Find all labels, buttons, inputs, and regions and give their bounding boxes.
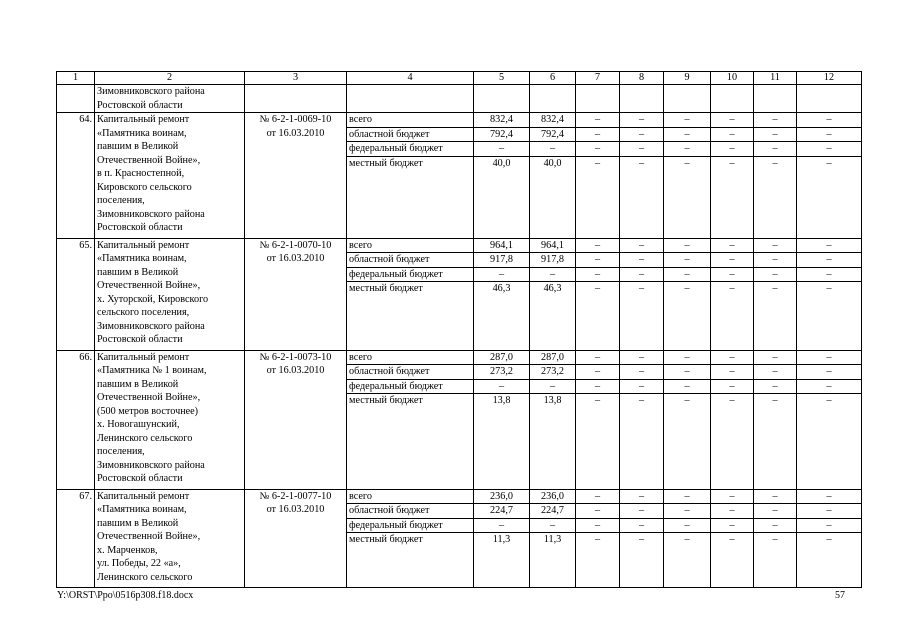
- budget-name: местный бюджет: [347, 156, 474, 238]
- value-cell: [620, 85, 664, 113]
- empty-value: –: [576, 127, 620, 142]
- budget-name: областной бюджет: [347, 253, 474, 268]
- empty-value: –: [620, 489, 664, 504]
- doc-cell: [245, 85, 347, 113]
- row-number-cell: [57, 85, 95, 113]
- description-line: Капитальный ремонт: [97, 351, 190, 363]
- description-line: Зимовниковского района: [97, 208, 205, 220]
- budget-name: областной бюджет: [347, 504, 474, 519]
- col-header: 7: [576, 72, 620, 85]
- empty-value: –: [754, 238, 797, 253]
- empty-value: –: [711, 113, 754, 128]
- empty-value: –: [664, 489, 711, 504]
- amount-value: 224,7: [474, 504, 530, 519]
- amount-value: –: [530, 267, 576, 282]
- document-line: от 16.03.2010: [266, 504, 325, 515]
- empty-value: –: [620, 156, 664, 238]
- amount-value: 832,4: [474, 113, 530, 128]
- amount-value: 46,3: [474, 282, 530, 351]
- budget-cell: [347, 85, 474, 113]
- budget-name: всего: [347, 113, 474, 128]
- empty-value: –: [620, 504, 664, 519]
- amount-value: 224,7: [530, 504, 576, 519]
- description-line: павшим в Великой: [97, 378, 179, 390]
- description-line: Капитальный ремонт: [97, 114, 190, 125]
- description-line: Ростовской области: [97, 222, 183, 233]
- empty-value: –: [664, 127, 711, 142]
- amount-value: 287,0: [530, 350, 576, 365]
- document-reference: [245, 350, 347, 489]
- document-reference: [245, 113, 347, 239]
- empty-value: –: [576, 350, 620, 365]
- empty-value: –: [620, 267, 664, 282]
- empty-value: –: [754, 267, 797, 282]
- row-number: 66.: [57, 350, 95, 489]
- amount-value: 40,0: [474, 156, 530, 238]
- empty-value: –: [754, 156, 797, 238]
- empty-value: –: [620, 142, 664, 157]
- amount-value: 273,2: [530, 365, 576, 380]
- empty-value: –: [711, 379, 754, 394]
- empty-value: –: [797, 253, 862, 268]
- empty-value: –: [797, 394, 862, 490]
- empty-value: –: [797, 350, 862, 365]
- amount-value: –: [474, 518, 530, 533]
- empty-value: –: [664, 253, 711, 268]
- budget-name: федеральный бюджет: [347, 142, 474, 157]
- empty-value: –: [664, 379, 711, 394]
- empty-value: –: [797, 379, 862, 394]
- empty-value: –: [754, 518, 797, 533]
- empty-value: –: [576, 142, 620, 157]
- empty-value: –: [711, 142, 754, 157]
- budget-name: всего: [347, 350, 474, 365]
- description-line: «Памятника воинам,: [97, 253, 187, 264]
- empty-value: –: [754, 253, 797, 268]
- empty-value: –: [620, 282, 664, 351]
- empty-value: –: [576, 253, 620, 268]
- value-cell: [711, 85, 754, 113]
- col-header: 1: [57, 72, 95, 85]
- empty-value: –: [711, 394, 754, 490]
- value-cell: [797, 85, 862, 113]
- col-header: 3: [245, 72, 347, 85]
- amount-value: 13,8: [530, 394, 576, 490]
- empty-value: –: [711, 518, 754, 533]
- budget-name: федеральный бюджет: [347, 379, 474, 394]
- document-line: от 16.03.2010: [266, 365, 325, 376]
- budget-name: местный бюджет: [347, 394, 474, 490]
- empty-value: –: [664, 238, 711, 253]
- value-cell: [664, 85, 711, 113]
- description-line: павшим в Великой: [97, 266, 179, 278]
- budget-name: областной бюджет: [347, 365, 474, 380]
- amount-value: 236,0: [474, 489, 530, 504]
- col-header: 9: [664, 72, 711, 85]
- col-header: 4: [347, 72, 474, 85]
- empty-value: –: [664, 518, 711, 533]
- empty-value: –: [576, 267, 620, 282]
- empty-value: –: [664, 504, 711, 519]
- description-line: в п. Красностепной,: [97, 168, 185, 179]
- description-line: Отечественной Войне»,: [97, 392, 201, 403]
- document-line: № 6-2-1-0073-10: [259, 351, 332, 363]
- amount-value: –: [474, 379, 530, 394]
- empty-value: –: [797, 267, 862, 282]
- value-cell: [474, 85, 530, 113]
- description-line: поселения,: [97, 446, 145, 457]
- empty-value: –: [754, 113, 797, 128]
- description-line: х. Хуторской, Кировского: [97, 293, 209, 305]
- budget-name: областной бюджет: [347, 127, 474, 142]
- description-line: ул. Победы, 22 «а»,: [97, 558, 181, 569]
- amount-value: –: [474, 142, 530, 157]
- value-cell: [530, 85, 576, 113]
- empty-value: –: [711, 156, 754, 238]
- empty-value: –: [576, 379, 620, 394]
- description-line: «Памятника № 1 воинам,: [97, 365, 207, 376]
- empty-value: –: [620, 533, 664, 588]
- amount-value: 46,3: [530, 282, 576, 351]
- empty-value: –: [754, 504, 797, 519]
- empty-value: –: [664, 142, 711, 157]
- description-line: Зимовниковского района: [97, 320, 205, 332]
- amount-value: –: [530, 518, 576, 533]
- description-line: павшим в Великой: [97, 517, 179, 529]
- empty-value: –: [797, 365, 862, 380]
- col-header: 12: [797, 72, 862, 85]
- empty-value: –: [620, 238, 664, 253]
- description-line: Ленинского сельского: [97, 571, 193, 583]
- description-line: павшим в Великой: [97, 141, 179, 152]
- col-header: 10: [711, 72, 754, 85]
- empty-value: –: [620, 113, 664, 128]
- empty-value: –: [754, 142, 797, 157]
- description-line: х. Марченков,: [97, 544, 158, 556]
- amount-value: 287,0: [474, 350, 530, 365]
- description-line: Капитальный ремонт: [97, 239, 190, 251]
- object-description: [95, 238, 245, 350]
- empty-value: –: [797, 156, 862, 238]
- empty-value: –: [797, 238, 862, 253]
- empty-value: –: [711, 533, 754, 588]
- amount-value: 11,3: [474, 533, 530, 588]
- description-line: Зимовниковского района: [97, 86, 205, 97]
- description-line: сельского поселения,: [97, 307, 190, 318]
- description-line: Ростовской области: [97, 473, 183, 484]
- empty-value: –: [797, 113, 862, 128]
- empty-value: –: [576, 533, 620, 588]
- empty-value: –: [664, 533, 711, 588]
- document-line: № 6-2-1-0069-10: [259, 114, 332, 125]
- amount-value: –: [530, 379, 576, 394]
- empty-value: –: [664, 267, 711, 282]
- column-number-row: [57, 72, 862, 85]
- document-reference: [245, 489, 347, 588]
- object-description: [95, 350, 245, 489]
- amount-value: 273,2: [474, 365, 530, 380]
- empty-value: –: [711, 504, 754, 519]
- col-header: 2: [95, 72, 245, 85]
- footer-file-path: Y:\ORST\Ppo\0516p308.f18.docx: [57, 590, 194, 601]
- amount-value: 917,8: [474, 253, 530, 268]
- object-description: [95, 113, 245, 239]
- empty-value: –: [711, 489, 754, 504]
- empty-value: –: [754, 365, 797, 380]
- col-header: 11: [754, 72, 797, 85]
- description-line: Кировского сельского: [97, 181, 192, 193]
- empty-value: –: [754, 127, 797, 142]
- description-line: Зимовниковского района: [97, 459, 205, 471]
- empty-value: –: [797, 489, 862, 504]
- document-line: № 6-2-1-0070-10: [259, 239, 332, 251]
- empty-value: –: [754, 350, 797, 365]
- empty-value: –: [664, 394, 711, 490]
- document-reference: [245, 238, 347, 350]
- empty-value: –: [620, 253, 664, 268]
- amount-value: 832,4: [530, 113, 576, 128]
- amount-value: 792,4: [530, 127, 576, 142]
- empty-value: –: [576, 238, 620, 253]
- empty-value: –: [754, 394, 797, 490]
- empty-value: –: [620, 394, 664, 490]
- empty-value: –: [797, 127, 862, 142]
- empty-value: –: [576, 113, 620, 128]
- empty-value: –: [620, 127, 664, 142]
- empty-value: –: [664, 282, 711, 351]
- empty-value: –: [754, 379, 797, 394]
- empty-value: –: [664, 365, 711, 380]
- description-line: Ростовской области: [97, 334, 183, 345]
- description-line: х. Новогашунский,: [97, 419, 180, 430]
- empty-value: –: [576, 282, 620, 351]
- description-line: Отечественной Войне»,: [97, 154, 201, 166]
- empty-value: –: [664, 350, 711, 365]
- empty-value: –: [797, 518, 862, 533]
- continuation-row: [57, 85, 862, 113]
- description-line: поселения,: [97, 195, 145, 206]
- empty-value: –: [576, 504, 620, 519]
- empty-value: –: [754, 489, 797, 504]
- empty-value: –: [620, 518, 664, 533]
- document-line: от 16.03.2010: [266, 127, 325, 139]
- budget-name: местный бюджет: [347, 282, 474, 351]
- empty-value: –: [576, 365, 620, 380]
- budget-name: федеральный бюджет: [347, 267, 474, 282]
- empty-value: –: [620, 350, 664, 365]
- description-line: Ленинского сельского: [97, 432, 193, 444]
- empty-value: –: [711, 365, 754, 380]
- budget-name: местный бюджет: [347, 533, 474, 588]
- amount-value: 792,4: [474, 127, 530, 142]
- budget-row: [57, 350, 862, 365]
- amount-value: 964,1: [474, 238, 530, 253]
- empty-value: –: [576, 518, 620, 533]
- col-header: 8: [620, 72, 664, 85]
- empty-value: –: [797, 533, 862, 588]
- empty-value: –: [797, 504, 862, 519]
- budget-name: федеральный бюджет: [347, 518, 474, 533]
- description-line: Отечественной Войне»,: [97, 280, 201, 291]
- footer-page-number: 57: [835, 590, 845, 601]
- object-description: [95, 489, 245, 588]
- empty-value: –: [711, 127, 754, 142]
- budget-name: всего: [347, 489, 474, 504]
- amount-value: –: [474, 267, 530, 282]
- amount-value: 40,0: [530, 156, 576, 238]
- description-line: «Памятника воинам,: [97, 504, 187, 515]
- empty-value: –: [664, 156, 711, 238]
- amount-value: 917,8: [530, 253, 576, 268]
- empty-value: –: [711, 267, 754, 282]
- row-number: 67.: [57, 489, 95, 588]
- amount-value: 964,1: [530, 238, 576, 253]
- empty-value: –: [754, 533, 797, 588]
- budget-row: [57, 489, 862, 504]
- amount-value: 13,8: [474, 394, 530, 490]
- description-line: «Памятника воинам,: [97, 127, 187, 139]
- value-cell: [754, 85, 797, 113]
- empty-value: –: [620, 365, 664, 380]
- empty-value: –: [576, 489, 620, 504]
- object-description: [95, 85, 245, 113]
- empty-value: –: [711, 350, 754, 365]
- description-line: Отечественной Войне»,: [97, 531, 201, 542]
- value-cell: [576, 85, 620, 113]
- amount-value: –: [530, 142, 576, 157]
- col-header: 6: [530, 72, 576, 85]
- empty-value: –: [711, 253, 754, 268]
- empty-value: –: [711, 282, 754, 351]
- empty-value: –: [620, 379, 664, 394]
- empty-value: –: [576, 156, 620, 238]
- budget-row: [57, 238, 862, 253]
- amount-value: 11,3: [530, 533, 576, 588]
- appropriations-table: [56, 71, 862, 588]
- description-line: Капитальный ремонт: [97, 490, 190, 502]
- document-line: № 6-2-1-0077-10: [259, 490, 332, 502]
- empty-value: –: [797, 142, 862, 157]
- budget-name: всего: [347, 238, 474, 253]
- description-line: Ростовской области: [97, 99, 183, 111]
- row-number: 65.: [57, 238, 95, 350]
- empty-value: –: [711, 238, 754, 253]
- document-line: от 16.03.2010: [266, 253, 325, 264]
- row-number: 64.: [57, 113, 95, 239]
- amount-value: 236,0: [530, 489, 576, 504]
- col-header: 5: [474, 72, 530, 85]
- empty-value: –: [576, 394, 620, 490]
- empty-value: –: [664, 113, 711, 128]
- budget-row: [57, 113, 862, 128]
- description-line: (500 метров восточнее): [97, 405, 199, 417]
- empty-value: –: [797, 282, 862, 351]
- empty-value: –: [754, 282, 797, 351]
